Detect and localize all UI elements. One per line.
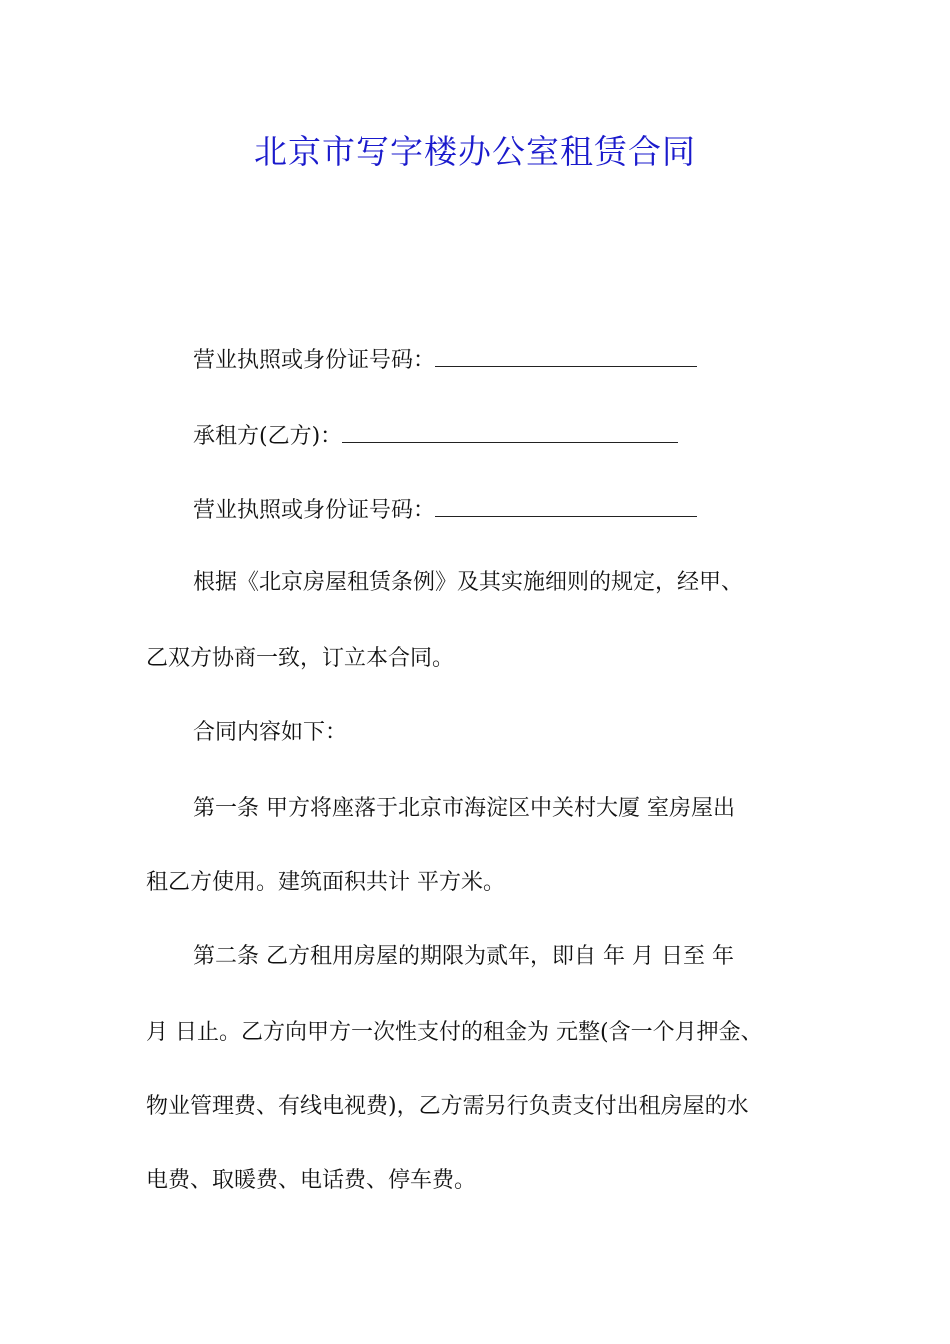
field-label: 承租方(乙方)： xyxy=(193,424,343,449)
paragraph-line: 租乙方使用。建筑面积共计 平方米。 xyxy=(146,870,505,895)
paragraph-line: 第二条 乙方租用房屋的期限为贰年，即自 年 月 日至 年 xyxy=(193,944,734,969)
paragraph-line: 电费、取暖费、电话费、停车费。 xyxy=(146,1168,477,1193)
field-blank-line[interactable] xyxy=(435,494,697,517)
paragraph-line: 乙双方协商一致，订立本合同。 xyxy=(146,646,455,671)
document-title: 北京市写字楼办公室租赁合同 xyxy=(254,132,696,171)
field-label: 营业执照或身份证号码： xyxy=(193,498,436,523)
field-label: 营业执照或身份证号码： xyxy=(193,348,436,373)
paragraph-line: 合同内容如下： xyxy=(193,720,348,745)
field-blank-line[interactable] xyxy=(435,344,697,367)
field-id-number-2 xyxy=(193,494,697,526)
field-blank-line[interactable] xyxy=(342,420,678,443)
field-id-number-1 xyxy=(193,344,697,376)
paragraph-line: 月 日止。乙方向甲方一次性支付的租金为 元整(含一个月押金、 xyxy=(146,1020,763,1045)
paragraph-line: 物业管理费、有线电视费)，乙方需另行负责支付出租房屋的水 xyxy=(146,1094,749,1119)
paragraph-line: 根据《北京房屋租赁条例》及其实施细则的规定，经甲、 xyxy=(193,570,744,595)
field-lessee xyxy=(193,420,678,452)
paragraph-line: 第一条 甲方将座落于北京市海淀区中关村大厦 室房屋出 xyxy=(193,796,735,821)
